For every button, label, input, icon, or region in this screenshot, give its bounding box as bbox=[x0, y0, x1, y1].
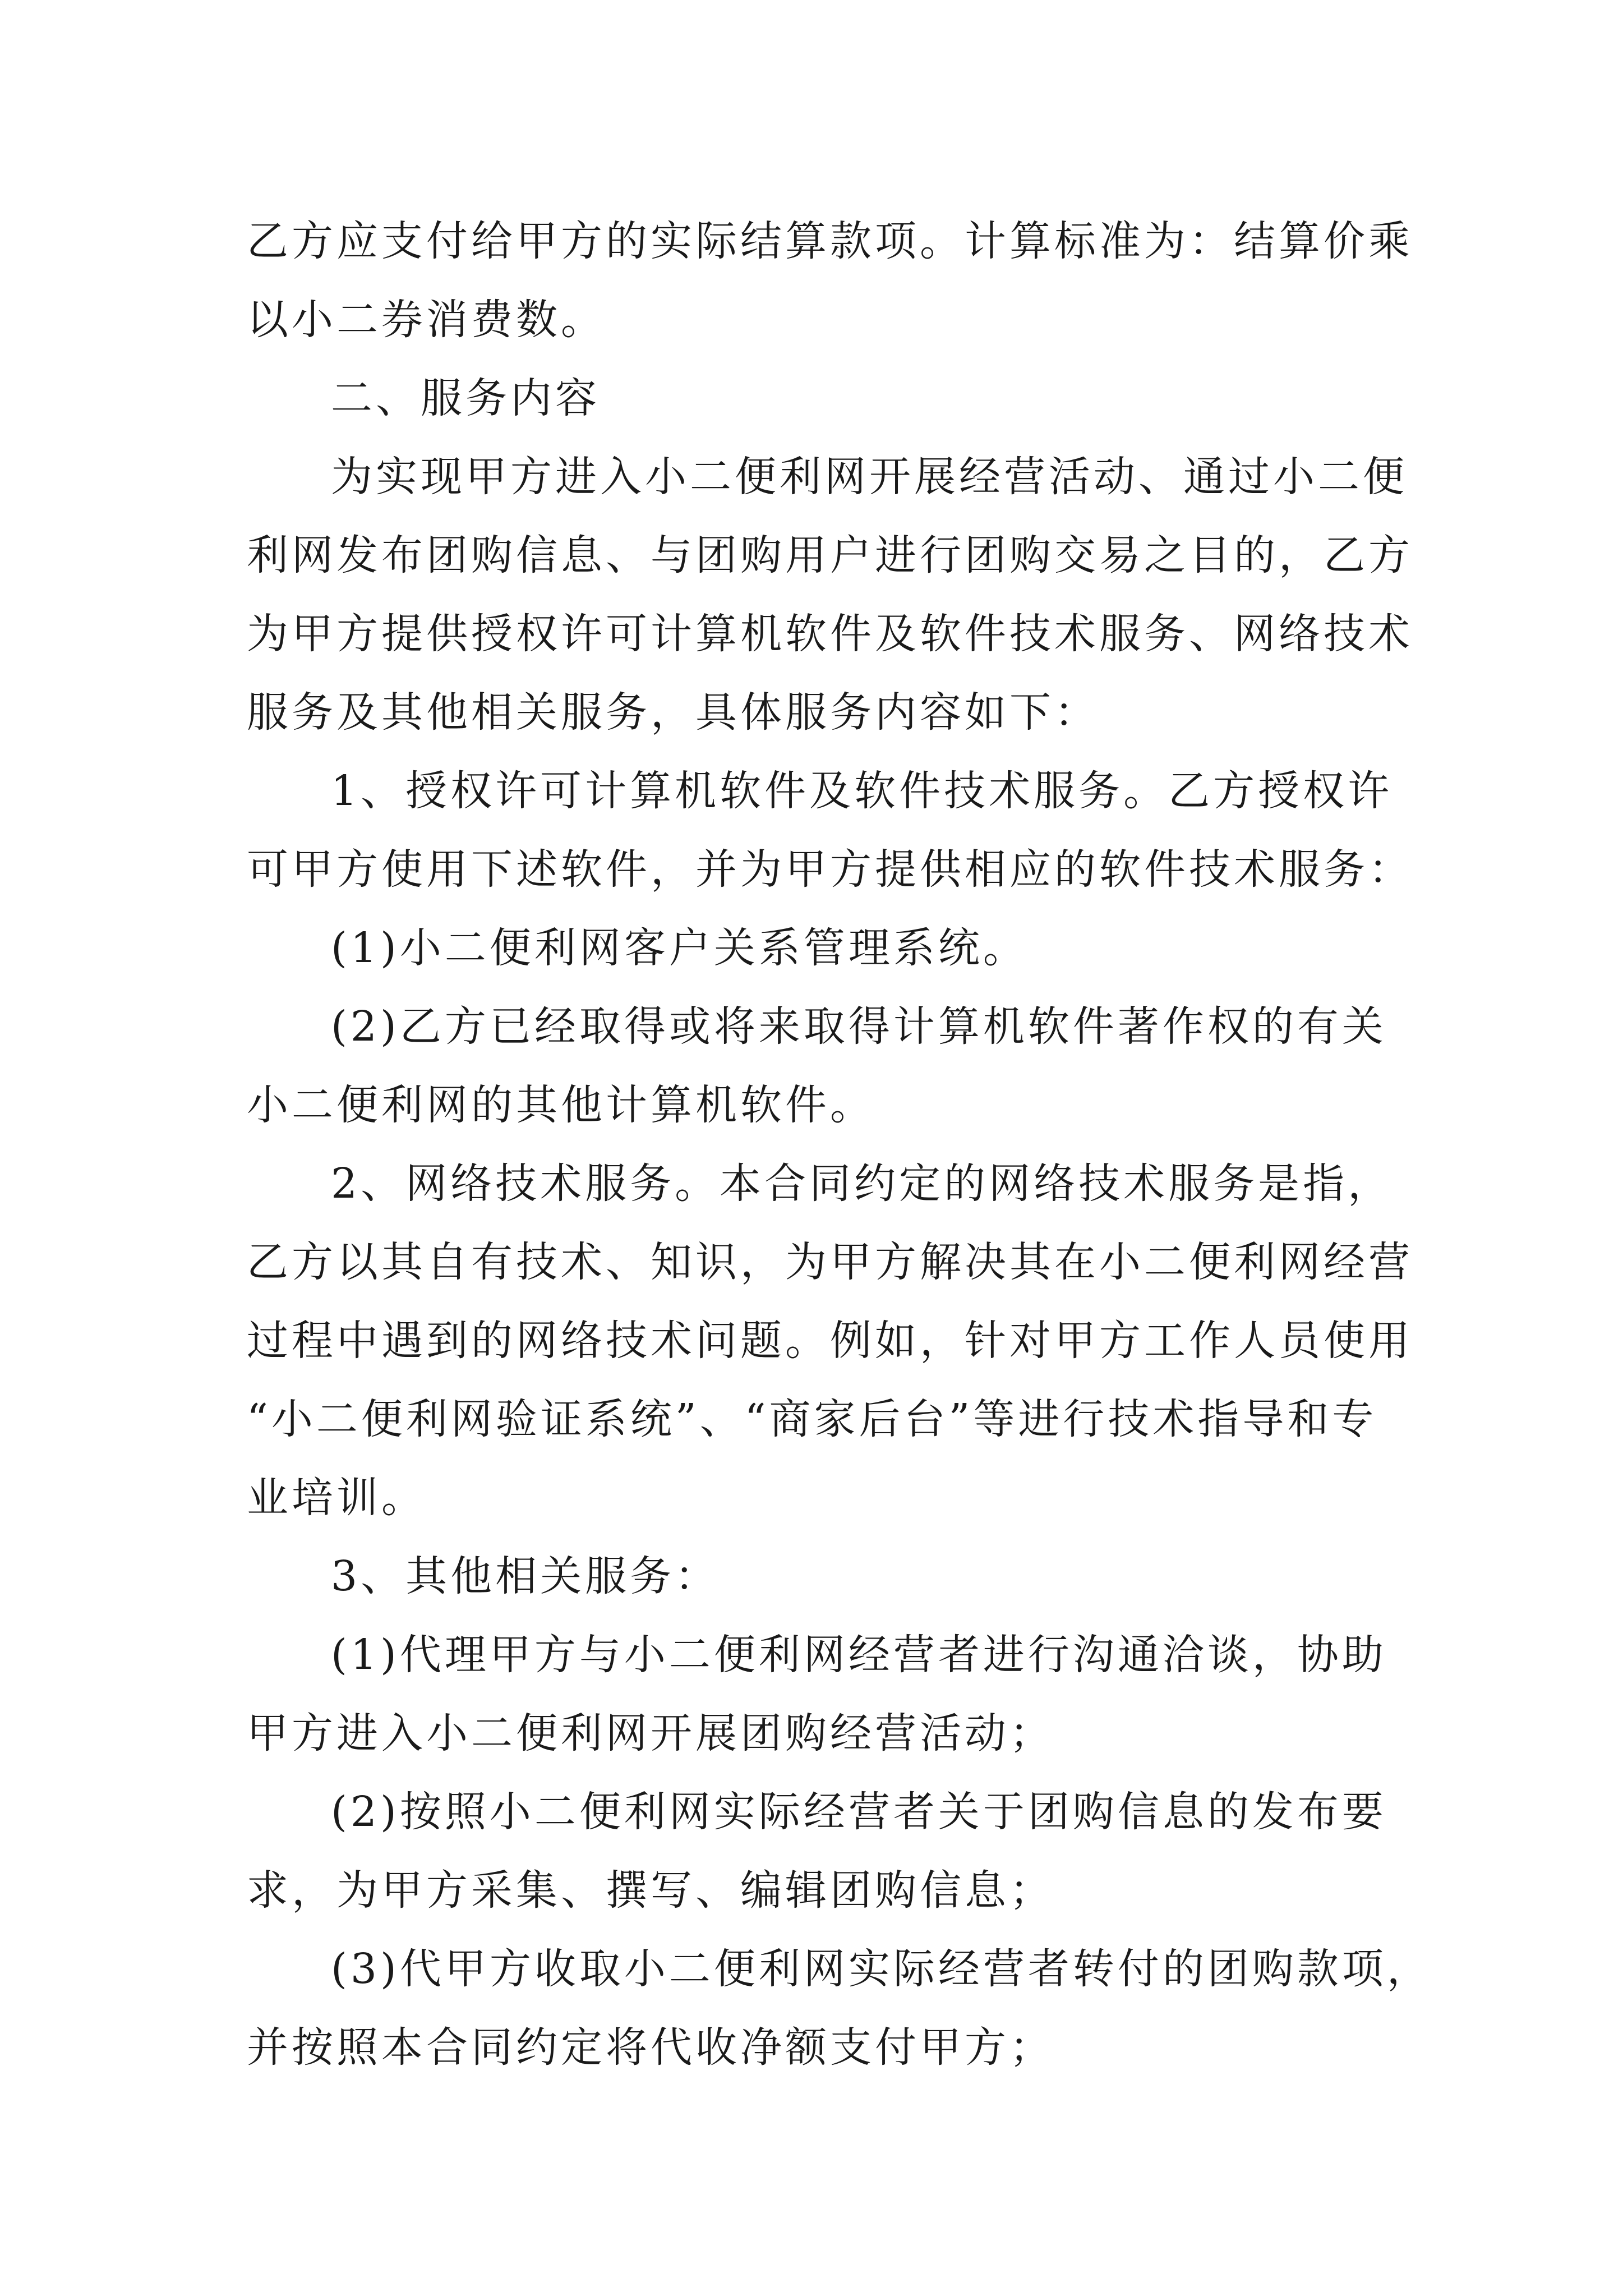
paragraph-line: 乙方应支付给甲方的实际结算款项。计算标准为：结算价乘 bbox=[247, 217, 1413, 265]
paragraph-line: 3、其他相关服务： bbox=[331, 1552, 720, 1600]
paragraph-line: 为实现甲方进入小二便利网开展经营活动、通过小二便 bbox=[331, 453, 1408, 501]
paragraph-line: 甲方进入小二便利网开展团购经营活动； bbox=[247, 1709, 1054, 1757]
list-item: (2)按照小二便利网实际经营者关于团购信息的发布要 bbox=[331, 1788, 1387, 1836]
paragraph-line: 利网发布团购信息、与团购用户进行团购交易之目的，乙方 bbox=[247, 531, 1413, 579]
list-item: (2)乙方已经取得或将来取得计算机软件著作权的有关 bbox=[331, 1002, 1387, 1051]
section-heading: 二、服务内容 bbox=[331, 374, 600, 422]
list-item: (1)代理甲方与小二便利网经营者进行沟通洽谈，协助 bbox=[331, 1631, 1387, 1679]
list-item: (1)小二便利网客户关系管理系统。 bbox=[331, 924, 1028, 972]
paragraph-line: 2、网络技术服务。本合同约定的网络技术服务是指， bbox=[331, 1159, 1393, 1208]
paragraph-line: 可甲方使用下述软件，并为甲方提供相应的软件技术服务： bbox=[247, 845, 1413, 894]
paragraph-line: 1、授权许可计算机软件及软件技术服务。乙方授权许 bbox=[331, 767, 1393, 815]
paragraph-line: 并按照本合同约定将代收净额支付甲方； bbox=[247, 2023, 1054, 2072]
paragraph-line: 服务及其他相关服务，具体服务内容如下： bbox=[247, 688, 1099, 737]
paragraph-line: 乙方以其自有技术、知识，为甲方解决其在小二便利网经营 bbox=[247, 1238, 1413, 1286]
paragraph-line: 过程中遇到的网络技术问题。例如，针对甲方工作人员使用 bbox=[247, 1317, 1413, 1365]
paragraph-line: 小二便利网的其他计算机软件。 bbox=[247, 1081, 875, 1129]
paragraph-line: 求，为甲方采集、撰写、编辑团购信息； bbox=[247, 1866, 1054, 1915]
paragraph-line: 以小二券消费数。 bbox=[247, 296, 606, 344]
list-item: (3)代甲方收取小二便利网实际经营者转付的团购款项， bbox=[331, 1945, 1432, 1993]
paragraph-line: “小二便利网验证系统”、“商家后台”等进行技术指导和专 bbox=[247, 1395, 1377, 1443]
paragraph-line: 业培训。 bbox=[247, 1474, 426, 1522]
paragraph-line: 为甲方提供授权许可计算机软件及软件技术服务、网络技术 bbox=[247, 610, 1413, 658]
